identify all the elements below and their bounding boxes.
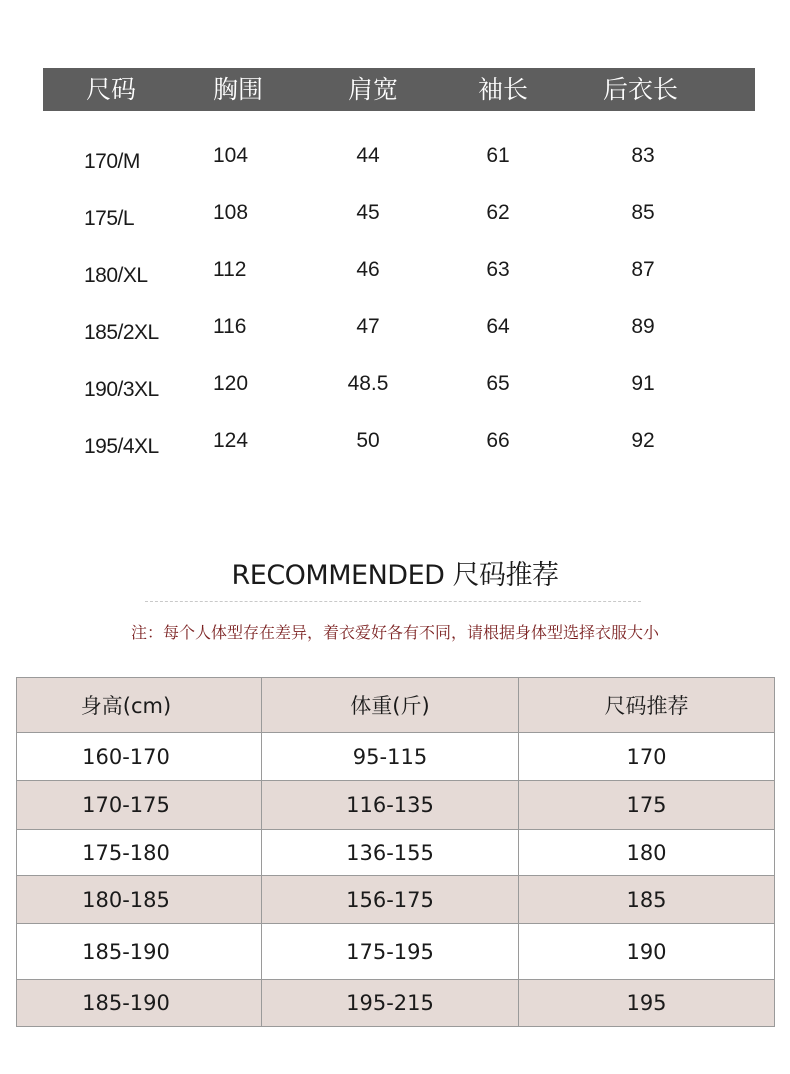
size-row [0, 315, 790, 355]
recommend-title: RECOMMENDED 尺码推荐 [231, 560, 559, 591]
weight-cell: 156-175 [261, 876, 518, 923]
size-row [0, 144, 790, 184]
weight-cell: 175-195 [261, 924, 518, 979]
header-shoulder: 肩宽 [348, 75, 399, 104]
shoulder-cell: 44 [356, 144, 380, 167]
height-cell: 170-175 [82, 793, 170, 817]
fit-note: 注：每个人体型存在差异，着衣爱好各有不同，请根据身体型选择衣服大小 [130, 623, 659, 642]
height-cell: 175-180 [82, 840, 170, 865]
recommended-size-cell: 185 [518, 876, 774, 923]
sleeve-cell: 63 [486, 258, 510, 281]
recommended-size-cell: 180 [518, 830, 774, 875]
recommended-size-cell: 170 [518, 733, 774, 780]
sleeve-cell: 64 [486, 315, 510, 338]
chest-cell: 108 [213, 201, 249, 224]
size-row [0, 201, 790, 241]
shoulder-cell: 46 [356, 258, 380, 281]
height-cell: 185-190 [82, 991, 170, 1015]
recommended-size-cell: 175 [518, 781, 774, 829]
shoulder-cell: 47 [356, 315, 380, 338]
size-row [0, 258, 790, 298]
header-size: 尺码 [86, 75, 137, 104]
back-length-cell: 91 [631, 372, 655, 395]
height-cell: 180-185 [82, 887, 170, 912]
table-row [17, 979, 774, 1026]
sleeve-cell: 61 [486, 144, 510, 167]
header-chest: 胸围 [213, 75, 264, 104]
chest-cell: 116 [213, 315, 247, 338]
table-row [17, 829, 774, 875]
size-cell: 190/3XL [84, 378, 159, 401]
weight-cell: 195-215 [261, 980, 518, 1026]
chest-cell: 124 [213, 429, 249, 452]
header-back-length: 后衣长 [603, 75, 679, 104]
chest-cell: 112 [213, 258, 247, 281]
table-row [17, 875, 774, 923]
weight-cell: 136-155 [261, 830, 518, 875]
table-row [17, 923, 774, 979]
header-weight: 体重(斤) [261, 678, 518, 732]
size-cell: 195/4XL [84, 435, 159, 458]
sleeve-cell: 65 [486, 372, 510, 395]
size-row [0, 429, 790, 469]
recommend-table-header [17, 677, 774, 732]
header-recommended-size: 尺码推荐 [518, 678, 774, 732]
size-cell: 175/L [84, 207, 135, 230]
weight-cell: 95-115 [261, 733, 518, 780]
header-height: 身高(cm) [80, 694, 172, 718]
size-cell: 170/M [84, 150, 140, 173]
height-cell: 185-190 [82, 939, 170, 964]
back-length-cell: 85 [631, 201, 655, 224]
size-cell: 185/2XL [84, 321, 159, 344]
size-row [0, 372, 790, 412]
size-table-header [43, 68, 755, 111]
recommended-size-cell: 195 [518, 980, 774, 1026]
table-row [17, 780, 774, 829]
recommend-table [16, 677, 775, 1027]
back-length-cell: 89 [631, 315, 655, 338]
table-row [17, 732, 774, 780]
sleeve-cell: 62 [486, 201, 510, 224]
weight-cell: 116-135 [261, 781, 518, 829]
shoulder-cell: 45 [356, 201, 380, 224]
back-length-cell: 87 [631, 258, 655, 281]
recommended-size-cell: 190 [518, 924, 774, 979]
back-length-cell: 92 [631, 429, 655, 452]
chest-cell: 104 [213, 144, 249, 167]
height-cell: 160-170 [82, 744, 170, 769]
size-cell: 180/XL [84, 264, 148, 287]
title-divider [145, 601, 641, 602]
shoulder-cell: 50 [356, 429, 380, 452]
header-sleeve: 袖长 [478, 75, 529, 104]
sleeve-cell: 66 [486, 429, 510, 452]
shoulder-cell: 48.5 [347, 372, 389, 395]
back-length-cell: 83 [631, 144, 655, 167]
chest-cell: 120 [213, 372, 249, 395]
